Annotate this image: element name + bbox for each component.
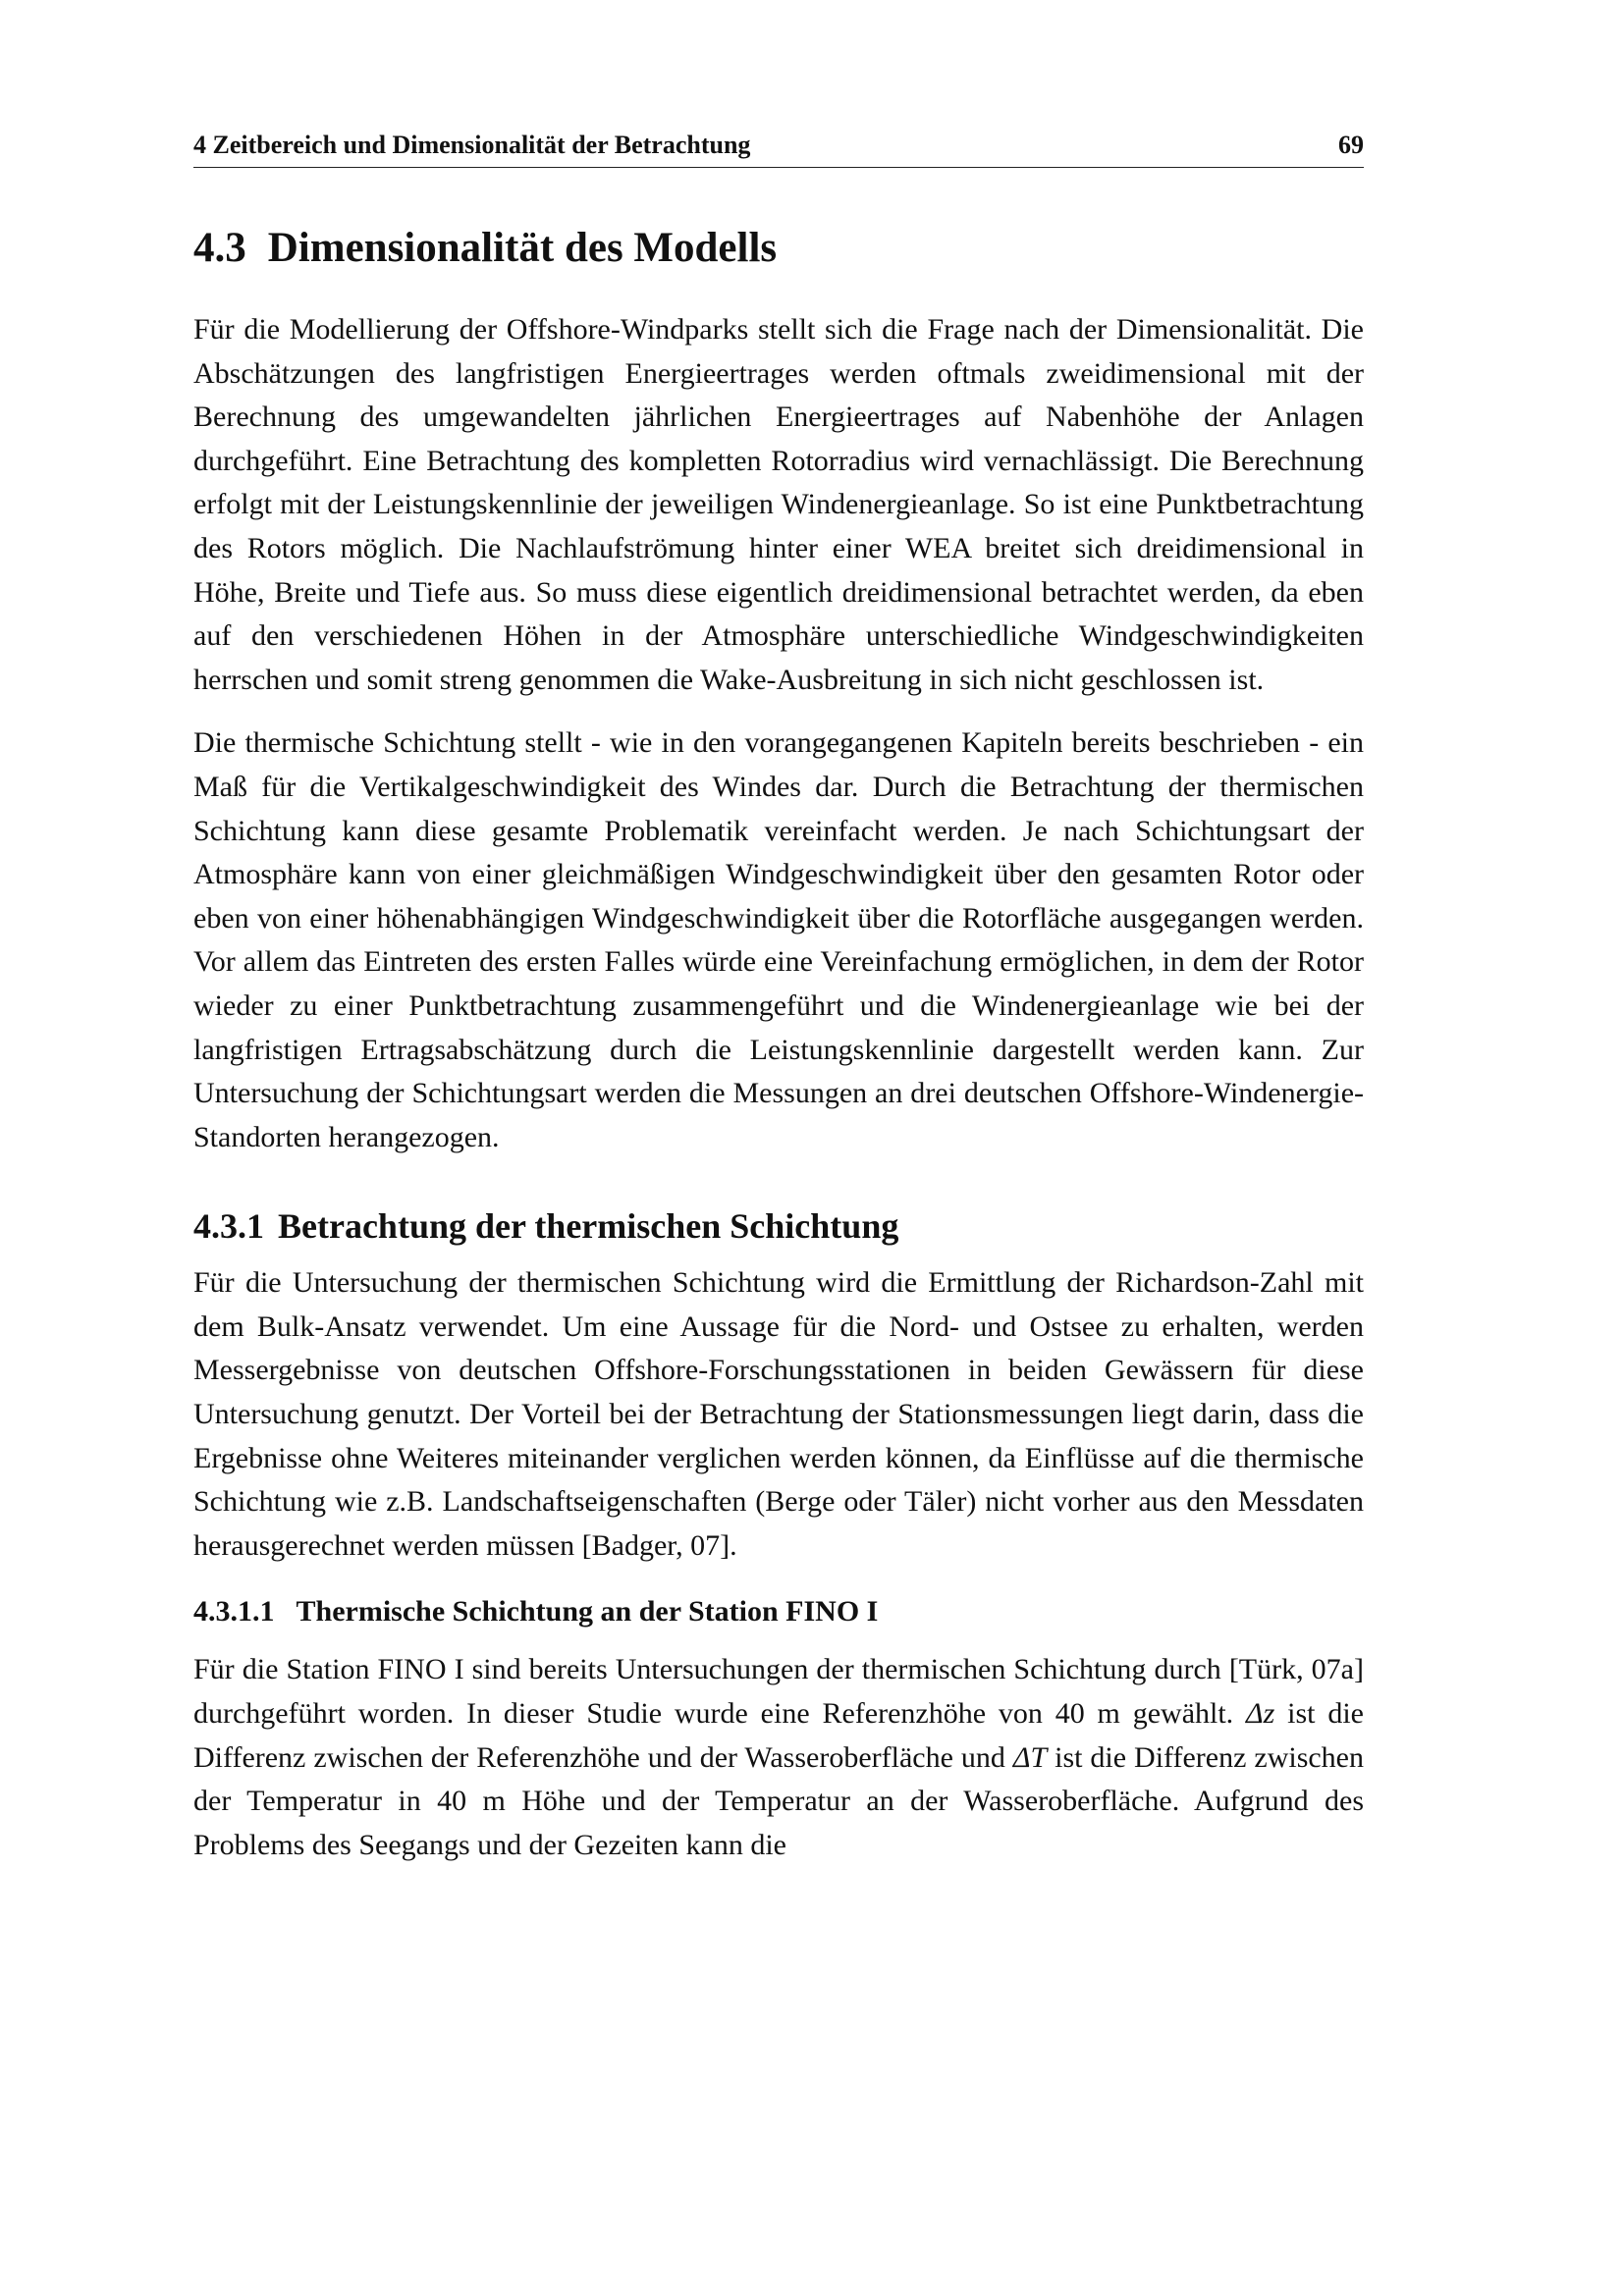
subsubsection-number: 4.3.1.1	[193, 1595, 275, 1629]
chapter-title: 4 Zeitbereich und Dimensionalität der Betrachtung	[193, 131, 751, 159]
page-number: 69	[1338, 131, 1364, 159]
delta-z-symbol: Δz	[1246, 1697, 1275, 1731]
document-page	[193, 128, 1364, 1887]
subsection-title: Betrachtung der thermischen Schichtung	[278, 1206, 899, 1247]
delta-t-symbol: ΔT	[1012, 1740, 1048, 1774]
subsection-number: 4.3.1	[193, 1206, 264, 1247]
section-paragraph-1: Für die Modellierung der Offshore-Windparks stellt sich die Frage nach der Dimensionalität. Die Abschätzungen des langfristigen Energieertrages werden oftmals zweidimensional mit der Berechnung des umgewandelten jährlichen Energieertrages auf Nabenhöhe der Anlagen durchgeführt. Eine Betrachtung des kompletten Rotorradius wird vernachlässigt. Die Berechnung erfolgt mit der Leistungskennlinie der jeweiligen Windenergieanlage. So ist eine Punktbetrachtung des Rotors möglich. Die Nachlaufströmung hinter einer WEA breitet sich dreidimensional in Höhe, Breite und Tiefe aus. So muss diese eigentlich dreidimensional betrachtet werden, da eben auf den verschiedenen Höhen in der Atmosphäre unterschiedliche Windgeschwindigkeiten herrschen und somit streng genommen die Wake-Ausbreitung in sich nicht geschlossen ist.	[193, 313, 1364, 696]
paragraph-text-a: Für die Station FINO I sind bereits Untersuchungen der thermischen Schichtung durch [Türk, 07a] durchgeführt worden. In dieser Studie wurde eine Referenzhöhe von 40 m gewählt.	[193, 1653, 1364, 1731]
section-number: 4.3	[193, 225, 246, 271]
section-title: Dimensionalität des Modells	[267, 225, 778, 271]
subsubsection-heading	[193, 1591, 1364, 1632]
subsection-paragraph: Für die Untersuchung der thermischen Schichtung wird die Ermittlung der Richardson-Zahl mit dem Bulk-Ansatz verwendet. Um eine Aussage für die Nord- und Ostsee zu erhalten, werden Messergebnisse von deutschen Offshore-Forschungsstationen in beiden Gewässern für diese Untersuchung genutzt. Der Vorteil bei der Betrachtung der Stationsmessungen liegt darin, dass die Ergebnisse ohne Weiteres miteinander verglichen werden können, da Einflüsse auf die thermische Schichtung wie z.B. Landschaftseigenschaften (Berge oder Täler) nicht vorher aus den Messdaten herausgerechnet werden müssen [Badger, 07].	[193, 1266, 1364, 1562]
paragraph-text-c: ist die Differenz zwischen der Temperatur in 40 m Höhe und der Temperatur an der Wasseroberfläche. Aufgrund des Problems des Seegangs und der Gezeiten kann die	[193, 1740, 1365, 1861]
running-header	[193, 128, 1364, 168]
subsubsection-title: Thermische Schichtung an der Station FINO I	[296, 1595, 879, 1629]
subsection-heading	[193, 1202, 1364, 1250]
paragraph-text-b: ist die Differenz zwischen der Referenzhöhe und der Wasseroberfläche und	[193, 1697, 1364, 1774]
subsubsection-paragraph	[193, 1648, 1364, 1867]
section-paragraph-2: Die thermische Schichtung stellt - wie in den vorangegangenen Kapiteln bereits beschrieben - ein Maß für die Vertikalgeschwindigkeit des Windes dar. Durch die Betrachtung der thermischen Schichtung kann diese gesamte Problematik vereinfacht werden. Je nach Schichtungsart der Atmosphäre kann von einer gleichmäßigen Windgeschwindigkeit über den gesamten Rotor oder eben von einer höhenabhängigen Windgeschwindigkeit über die Rotorfläche ausgegangen werden. Vor allem das Eintreten des ersten Falles würde eine Vereinfachung ermöglichen, in dem der Rotor wieder zu einer Punktbetrachtung zusammengeführt und die Windenergieanlage wie bei der langfristigen Ertragsabschätzung durch die Leistungskennlinie dargestellt werden kann. Zur Untersuchung der Schichtungsart werden die Messungen an drei deutschen Offshore-Windenergie-Standorten herangezogen.	[193, 726, 1364, 1153]
section-heading	[193, 221, 1364, 276]
